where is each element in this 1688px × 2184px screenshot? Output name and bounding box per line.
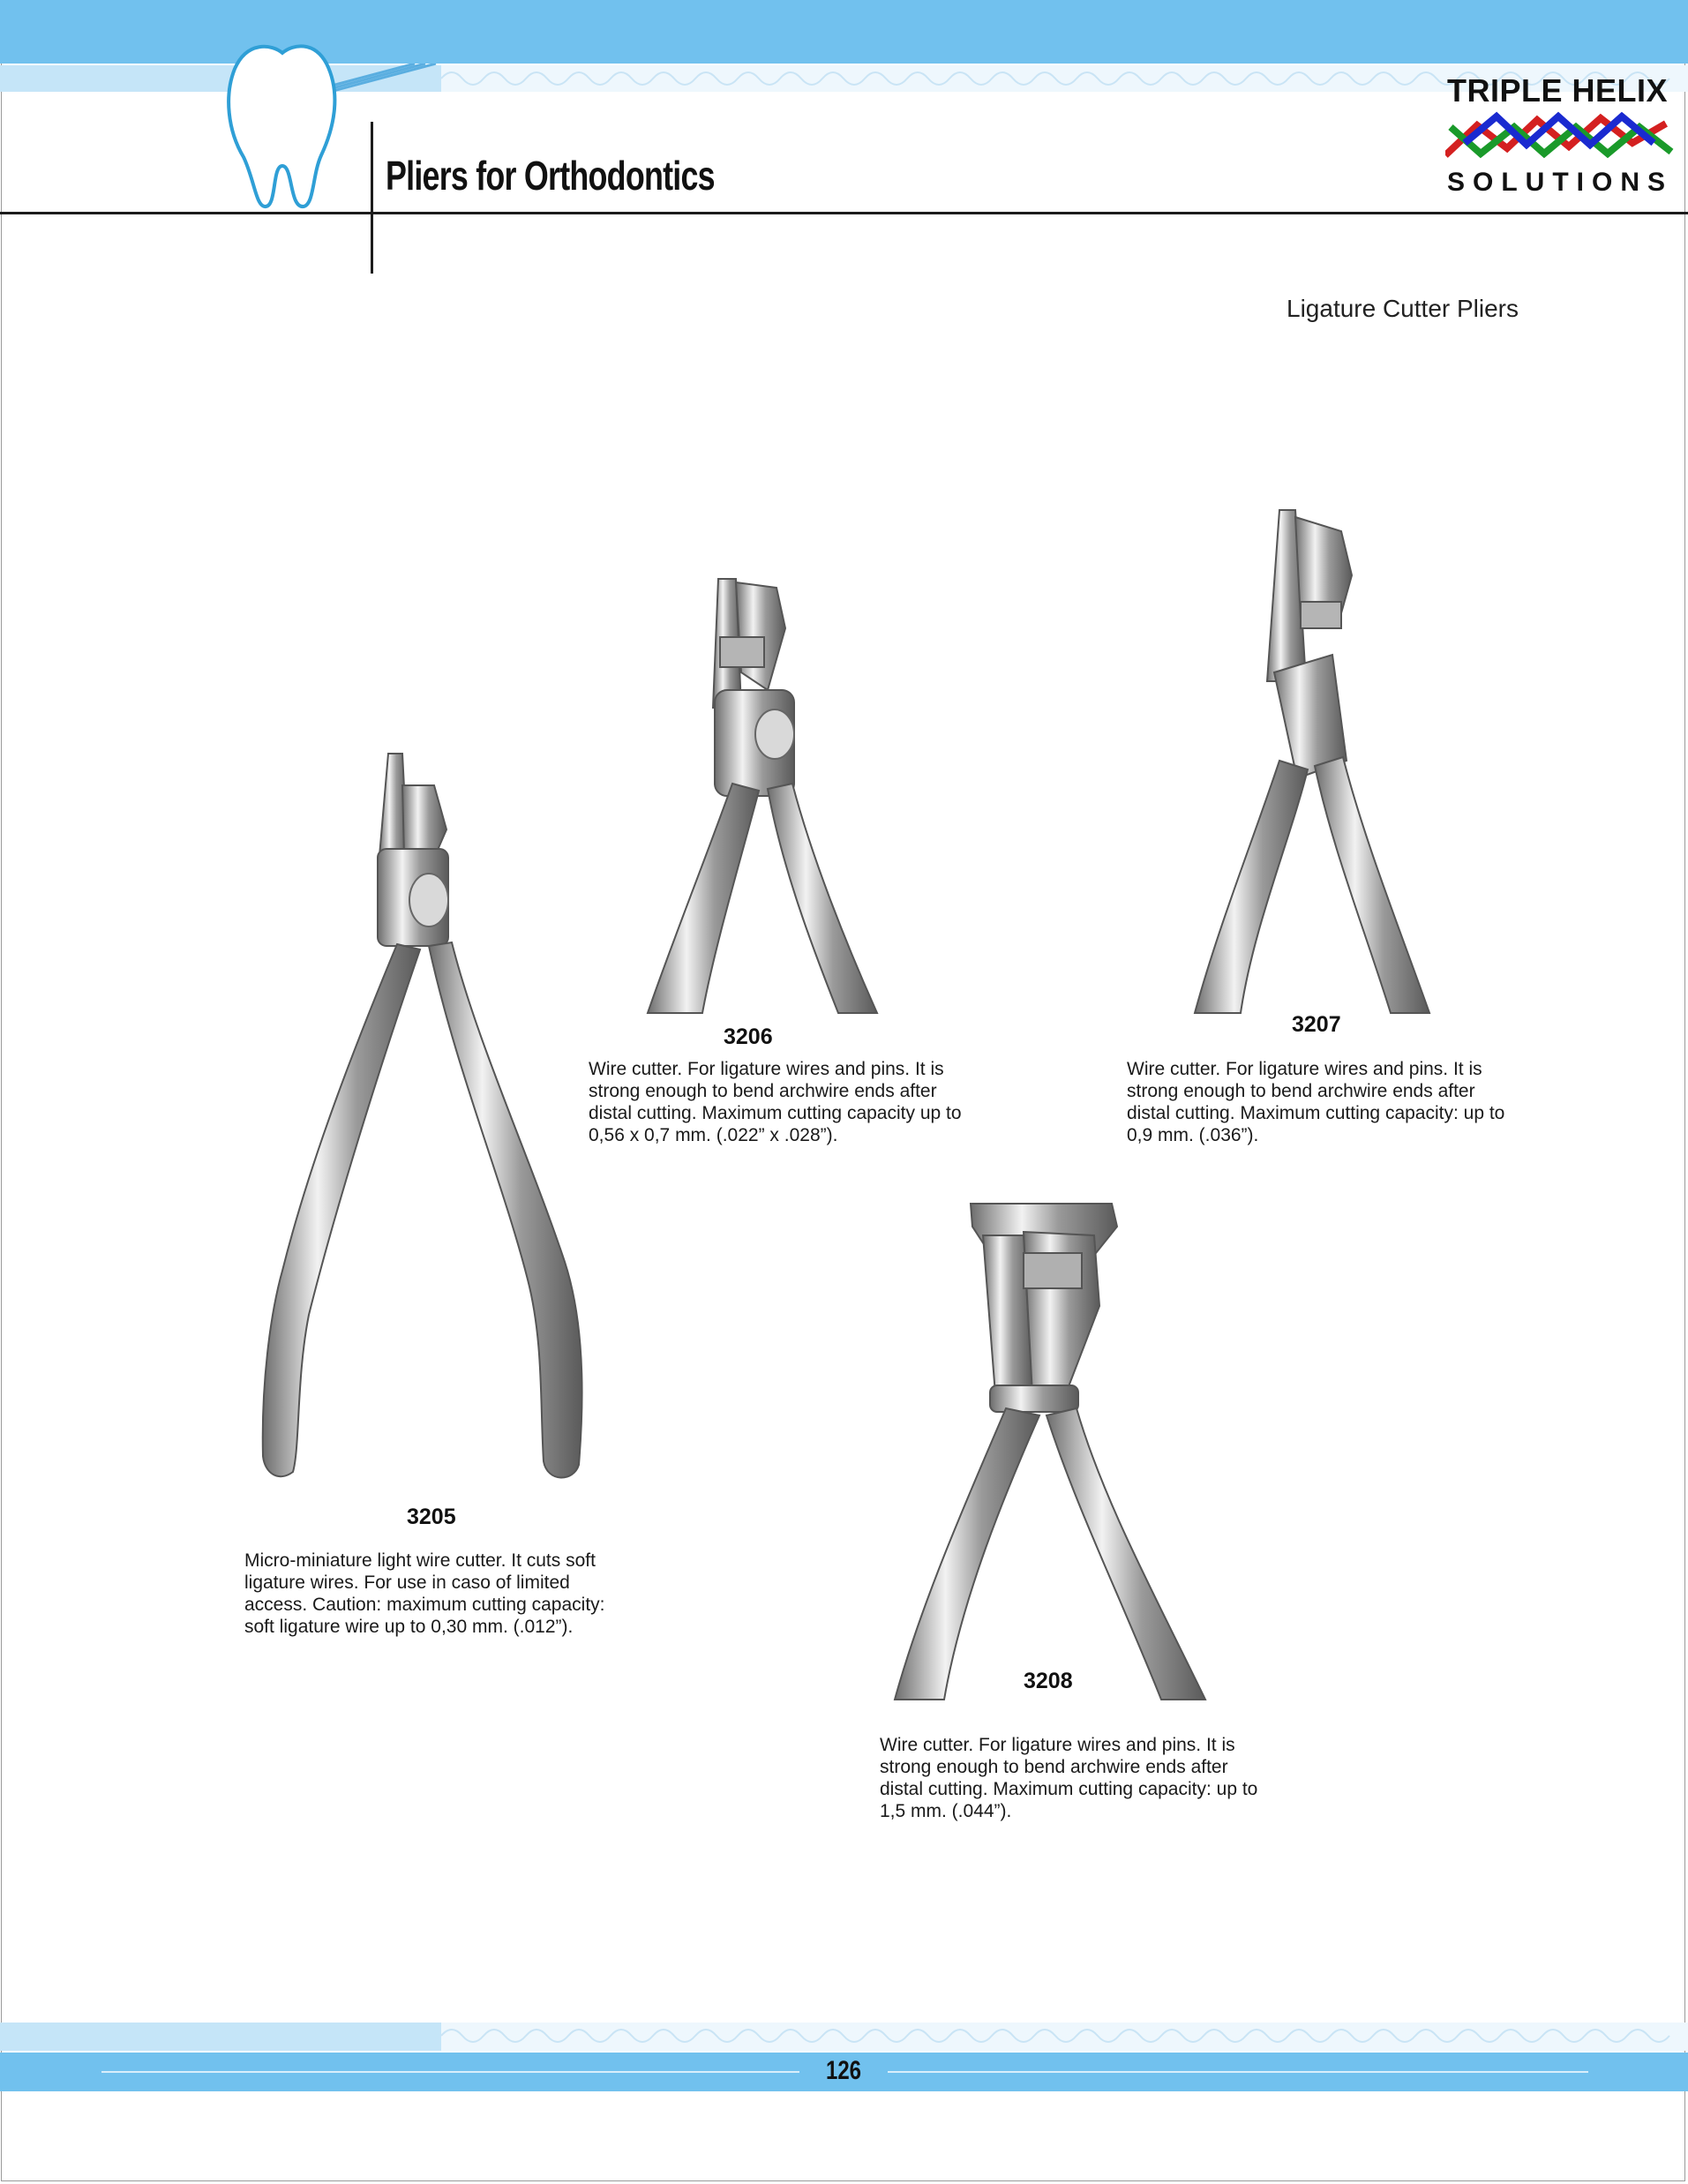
product-description: Wire cutter. For ligature wires and pins. It is strong enough to bend archwire ends after distal cutting. Maximum cutting capacity: up to 1,5 mm. (.044”). (880, 1735, 1258, 1821)
product-code: 3208 (1024, 1669, 1073, 1693)
ligature-wire-cutter-pliers-icon (644, 575, 891, 1017)
footer-decorative-strip (0, 2021, 1688, 2051)
brand-logo (1437, 69, 1675, 201)
product-description: Micro-miniature light wire cutter. It cuts soft ligature wires. For use in caso of limited access. Caution: maximum cutting capacity: soft ligature wire up to 0,30 mm. (.012”). (244, 1550, 605, 1637)
product-code: 3206 (724, 1024, 773, 1049)
header-rule (0, 212, 1688, 214)
product-code: 3205 (407, 1505, 456, 1529)
tooth-outline-icon (219, 34, 342, 210)
page-title: Pliers for Orthodontics (386, 153, 715, 199)
page-number-box (799, 2053, 888, 2091)
product-description: Wire cutter. For ligature wires and pins. It is strong enough to bend archwire ends after distal cutting. Maximum cutting capacity up to 0,56 x 0,7 mm. (.022” x .028”). (589, 1059, 962, 1145)
end-cutter-pliers-icon (891, 1200, 1218, 1703)
header-vertical-rule (371, 122, 373, 274)
page-number: 126 (825, 2056, 862, 2085)
brand-name: TRIPLE HELIX (1447, 72, 1669, 109)
helix-waves-icon (1445, 108, 1675, 166)
ligature-wire-cutter-pliers-icon (1191, 505, 1438, 1017)
brand-tagline: SOLUTIONS (1447, 168, 1674, 197)
product-description: Wire cutter. For ligature wires and pins. It is strong enough to bend archwire ends after distal cutting. Maximum cutting capacity: up to 0,9 mm. (.036”). (1127, 1059, 1505, 1145)
section-title: Ligature Cutter Pliers (1287, 295, 1519, 322)
product-code: 3207 (1292, 1012, 1341, 1037)
micro-wire-cutter-pliers-icon (247, 750, 600, 1491)
